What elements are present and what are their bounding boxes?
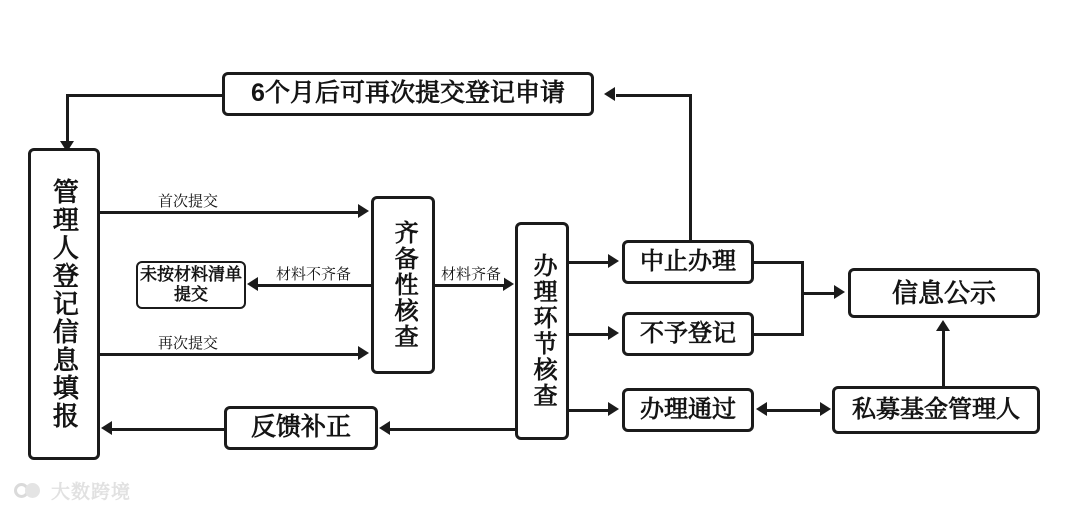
node-processing-step-check: 办理环节核查 <box>515 222 569 440</box>
line-to-suspend <box>569 261 611 264</box>
arrow-to-disclosure <box>834 285 845 299</box>
arrow-to-pass <box>608 402 619 416</box>
watermark-text: 大数跨境 <box>51 482 132 503</box>
arrow-resubmit <box>358 346 369 360</box>
node-information-disclosure: 信息公示 <box>848 268 1040 318</box>
line-feedback-to-manager <box>112 428 226 431</box>
arrow-private-manager-right <box>820 402 831 416</box>
node-resubmit-after-6-months: 6个月后可再次提交登记申请 <box>222 72 594 116</box>
arrow-to-suspend <box>608 254 619 268</box>
line-merge-to-disclosure-horizontal <box>801 292 837 295</box>
arrow-first-submit <box>358 204 369 218</box>
watermark <box>14 477 131 504</box>
line-materials-incomplete <box>258 284 371 287</box>
line-merge-to-disclosure <box>801 261 804 336</box>
node-registration-denied: 不予登记 <box>622 312 754 356</box>
arrow-private-manager-to-disclosure <box>936 320 950 331</box>
arrow-materials-complete <box>503 277 514 291</box>
line-reject-right <box>754 333 804 336</box>
edge-label-materials-complete: 材料齐备 <box>438 263 504 284</box>
node-manager-registration-info-filing: 管理人登记信息填报 <box>28 148 100 460</box>
arrow-feedback-to-manager <box>101 421 112 435</box>
edge-label-first-submit: 首次提交 <box>155 190 221 211</box>
node-completeness-check: 齐备性核查 <box>371 196 435 374</box>
line-resubmit <box>100 353 360 356</box>
arrow-to-reject <box>608 326 619 340</box>
line-suspend-to-banner-vertical <box>689 94 692 240</box>
line-banner-to-manager-vertical <box>66 94 69 148</box>
arrow-materials-incomplete <box>247 277 258 291</box>
edge-label-resubmit: 再次提交 <box>155 332 221 353</box>
line-check-to-feedback <box>390 428 516 431</box>
line-to-pass <box>569 409 611 412</box>
arrow-into-banner-right <box>604 87 615 101</box>
node-processing-approved: 办理通过 <box>622 388 754 432</box>
line-private-manager-to-disclosure <box>942 330 945 388</box>
arrow-check-to-feedback <box>379 421 390 435</box>
line-to-reject <box>569 333 611 336</box>
two-circles-icon <box>14 480 44 502</box>
node-private-fund-manager: 私募基金管理人 <box>832 386 1040 434</box>
line-first-submit <box>100 211 360 214</box>
line-materials-complete <box>435 284 505 287</box>
line-pass-to-private-manager <box>765 409 825 412</box>
line-suspend-to-banner-horizontal-2 <box>616 94 692 97</box>
arrow-pass-left <box>756 402 767 416</box>
node-not-submitted-per-material-list: 未按材料清单提交 <box>136 261 246 309</box>
edge-label-materials-incomplete: 材料不齐备 <box>273 263 354 284</box>
node-suspend-processing: 中止办理 <box>622 240 754 284</box>
node-feedback-correction: 反馈补正 <box>224 406 378 450</box>
line-banner-to-manager-horizontal <box>66 94 224 97</box>
line-suspend-right <box>754 261 804 264</box>
